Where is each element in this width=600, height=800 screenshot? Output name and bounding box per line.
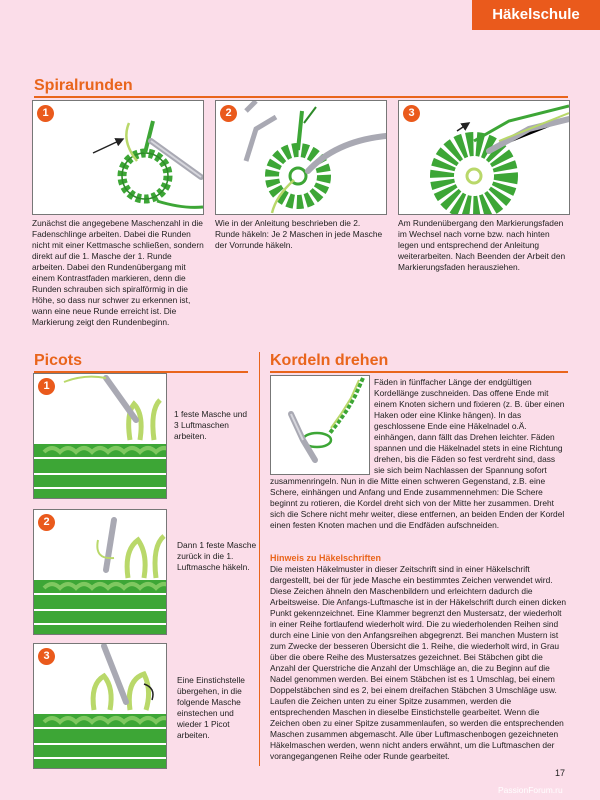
kordeln-body: Fäden in fünffacher Länge der endgültigen Kordellänge zuschneiden. Das offene Ende mit einem Knoten sichern und fixieren (z. B. über einen Haken oder eine Klinke hängen). In das geschlossene Ende eine Häkelnadel o.Ä. einhängen, dann fällt das Drehen leichter. Fäden spannen und die Häkelnadel stets in eine Richtung drehen, bis die Fäden so fest verdreht sind, dass sie sich beim Nachlassen der Spannung sofort zusammenringeln. Nun in die Mitte einen schweren Gegenstand, z.B. eine Schere, einhängen und Anfang und Ende zusammennehmen: Die Schere beginnt zu rotieren, die Kordel dreht sich von der Mitte her zusammen. Dreht sich die Schere nicht mehr weiter, diese entfernen, an beiden Enden der Kordel einen festen Knoten machen und die Endfäden aufschneiden. bbox=[270, 377, 565, 530]
text-wrap-spacer bbox=[270, 377, 374, 473]
hinweis-text: Die meisten Häkelmuster in dieser Zeitschrift sind in einer Häkelschrift dargestellt, bei der für jede Masche ein bestimmtes Zeichen verwendet wird. Diese Zeichen ähneln den Maschenbildern und erleichtern dadurch die Arbeitsweise. Die Anfangs-Luftmasche ist in der Häkelschrift durch einen dicken Punkt gekennzeichnet. Eine Klammer begrenzt den Mustersatz, der wiederholt in einer Reihe fortlaufend wiederholt wird. Die zu wiederholenden Reihen sind durch eine Linie von den Anfangsreihen abgegrenzt. Bei manchen Mustern ist zum Zwecke der besseren Übersicht die 1. Reihe, die wiederholt wird, in Grau über die obere Reihe des Mustersatzes gezeichnet. Bei Stäbchen gibt die Anzahl der Querstriche die Anzahl der Umschläge an, die zu Beginn auf die Nadel genommen werden. Bei einem Stäbchen ist es 1 Umschlag, bei einem Doppelstäbchen sind es 2, bei einem dreifachen Stäbchen 3 Umschläge usw. Laufen die Zeichen unten zu einer Spitze zusammen, werden die entsprechenden Maschen in dieselbe Einstichstelle gearbeitet. Wenn die Zeichen oben zu einer Spitze zusammenlaufen, so werden die entsprechenden Maschen zusammen abgemascht. Alle über Luftmaschenbogen gezeichneten Häkelmaschen werden, wenn nicht anders erwähnt, um die Luftmaschen der vorangegangenen Reihe oder Runde gearbeitet. bbox=[270, 564, 567, 761]
step-number: 3 bbox=[403, 105, 420, 122]
page-number: 17 bbox=[555, 768, 566, 778]
watermark: PassionForum.ru bbox=[498, 785, 563, 795]
spiral-step3-text: Am Rundenübergang den Markierungsfaden im Wechsel nach vorne bzw. nach hinten legen und entsprechend der Anleitung weiterarbeiten. Nach Beenden der Arbeit den Markierungsfaden herausziehen. bbox=[398, 218, 566, 272]
spiral-title: Spiralrunden bbox=[34, 77, 133, 94]
picot-step1-illustration bbox=[34, 374, 166, 498]
picot-step3-text: Eine Einstichstelle übergehen, in die folgende Masche einstechen und wieder 1 Picot arbeiten. bbox=[177, 675, 245, 740]
picot-step3-panel bbox=[33, 643, 167, 769]
picot-step2-panel bbox=[33, 509, 167, 635]
spiral-step2-text: Wie in der Anleitung beschrieben die 2. Runde häkeln: Je 2 Maschen in jede Masche der Vorrunde häkeln. bbox=[215, 218, 383, 250]
picot-step2-illustration bbox=[34, 510, 166, 634]
spiral-step1-panel bbox=[32, 100, 204, 215]
spiral-rule bbox=[34, 96, 568, 98]
column-divider bbox=[259, 352, 260, 766]
step-number: 1 bbox=[38, 378, 55, 395]
spiral-step2-panel bbox=[215, 100, 387, 215]
kordeln-title: Kordeln drehen bbox=[270, 352, 389, 369]
picot-step1-panel bbox=[33, 373, 167, 499]
picot-step1-text: 1 feste Masche und 3 Luftmaschen arbeiten. bbox=[174, 409, 248, 441]
step-number: 2 bbox=[38, 514, 55, 531]
spiral-step3-illustration bbox=[399, 101, 569, 214]
section-tab: Häkelschule bbox=[472, 0, 600, 30]
step-number: 3 bbox=[38, 648, 55, 665]
picot-step2-text: Dann 1 feste Masche zurück in die 1. Luftmasche häkeln. bbox=[177, 540, 257, 572]
spiral-step3-panel bbox=[398, 100, 570, 215]
spiral-step2-illustration bbox=[216, 101, 386, 214]
spiral-step1-illustration bbox=[33, 101, 203, 214]
step-number: 2 bbox=[220, 105, 237, 122]
spiral-step1-text: Zunächst die angegebene Maschenzahl in die Fadenschlinge arbeiten. Dabei die Runden nicht mit einer Kettmasche schließen, sondern direkt auf die 1. Masche der 1. Runde arbeiten. Dabei den Rundenübergang mit einem Kontrastfaden markieren, denn die Runden schrauben sich spiralförmig in die Höhe, so dass nur schwer zu erkennen ist, wann eine neue Runde erreicht ist. Die Markierung zeigt den Rundenbeginn. bbox=[32, 218, 204, 327]
picots-title: Picots bbox=[34, 352, 83, 369]
step-number: 1 bbox=[37, 105, 54, 122]
picot-step3-illustration bbox=[34, 644, 166, 768]
kordeln-rule bbox=[270, 371, 568, 373]
kordeln-text bbox=[270, 377, 568, 531]
hinweis-title: Hinweis zu Häkelschriften bbox=[270, 553, 382, 563]
